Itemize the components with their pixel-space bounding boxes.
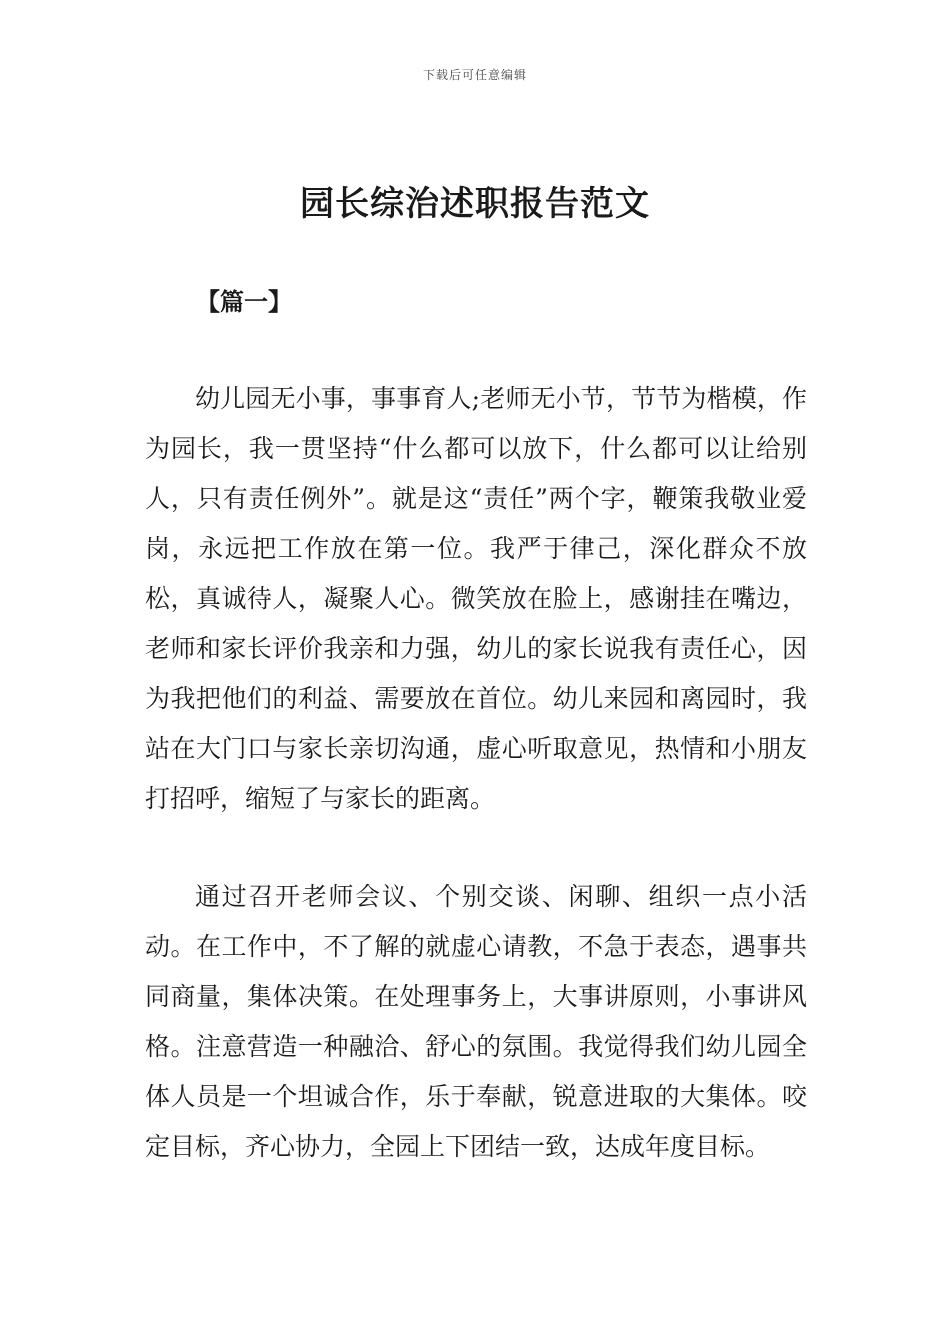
body-paragraph-1: 幼儿园无小事，事事育人;老师无小节，节节为楷模，作为园长，我一贯坚持“什么都可以放下，什么都可以让给别人，只有责任例外”。就是这“责任”两个字，鞭策我敬业爱岗，永远把工作放在第一位。我严于律己，深化群众不放松，真诚待人，凝聚人心。微笑放在脸上，感谢挂在嘴边，老师和家长评价我亲和力强，幼儿的家长说我有责任心，因为我把他们的利益、需要放在首位。幼儿来园和离园时，我站在大门口与家长亲切沟通，虚心听取意见，热情和小朋友打招呼，缩短了与家长的距离。: [145, 384, 807, 813]
header-note: 下载后可任意编辑: [422, 68, 527, 82]
body-paragraph-2: 通过召开老师会议、个别交谈、闲聊、组织一点小活动。在工作中，不了解的就虚心请教，不急于表态，遇事共同商量，集体决策。在处理事务上，大事讲原则，小事讲风格。注意营造一种融洽、舒心的氛围。我觉得我们幼儿园全体人员是一个坦诚合作，乐于奉献，锐意进取的大集体。咬定目标，齐心协力，全园上下团结一致，达成年度目标。: [145, 882, 807, 1161]
document-title: 园长综治述职报告范文: [300, 184, 650, 224]
section-label: 【篇一】: [196, 288, 292, 316]
